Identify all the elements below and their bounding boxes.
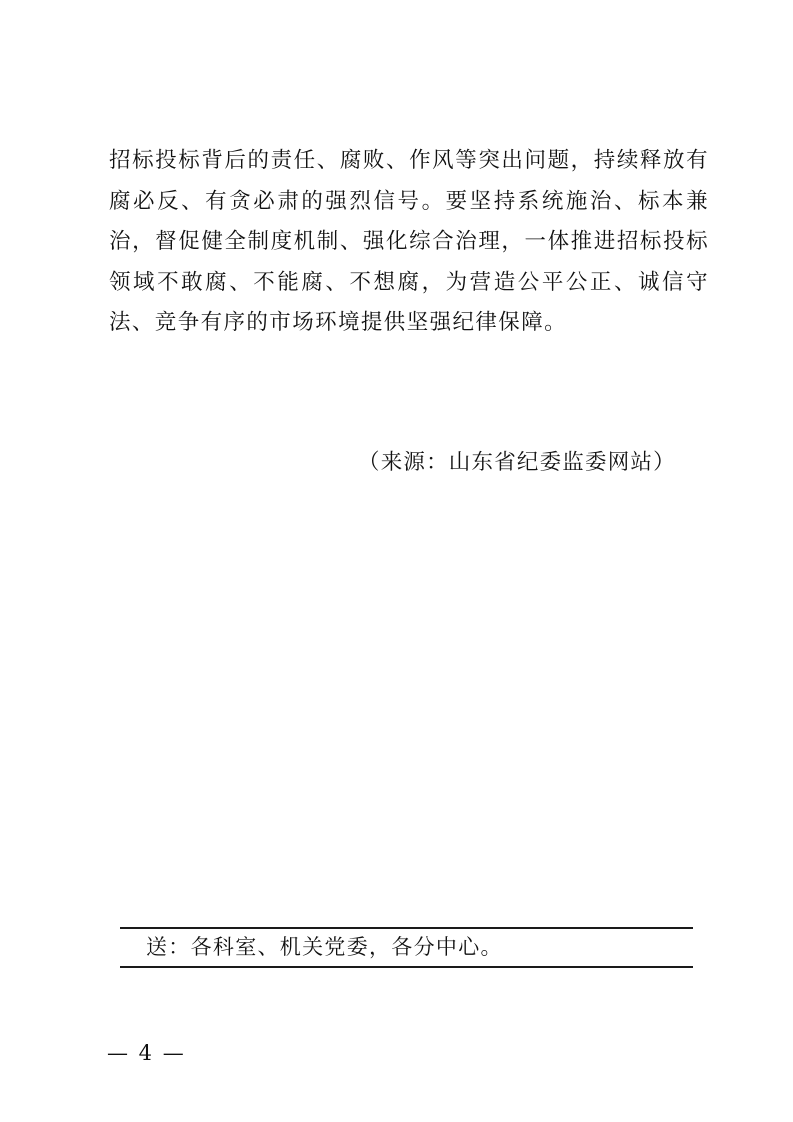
source-attribution: （来源：山东省纪委监委网站）	[358, 450, 676, 475]
page-number: — 4 —	[107, 1041, 186, 1065]
distribution-list: 送：各科室、机关党委，各分中心。	[146, 935, 503, 959]
body-paragraph: 招标投标背后的责任、腐败、作风等突出问题，持续释放有腐必反、有贪必肃的强烈信号。要坚持系统施治、标本兼治，督促健全制度机制、强化综合治理，一体推进招标投标领域不敢腐、不能腐、不想腐，为营造公平公正、诚信守法、竞争有序的市场环境提供坚强纪律保障。	[109, 148, 709, 335]
distribution-bottom-rule	[120, 966, 693, 968]
distribution-top-rule	[120, 927, 693, 929]
